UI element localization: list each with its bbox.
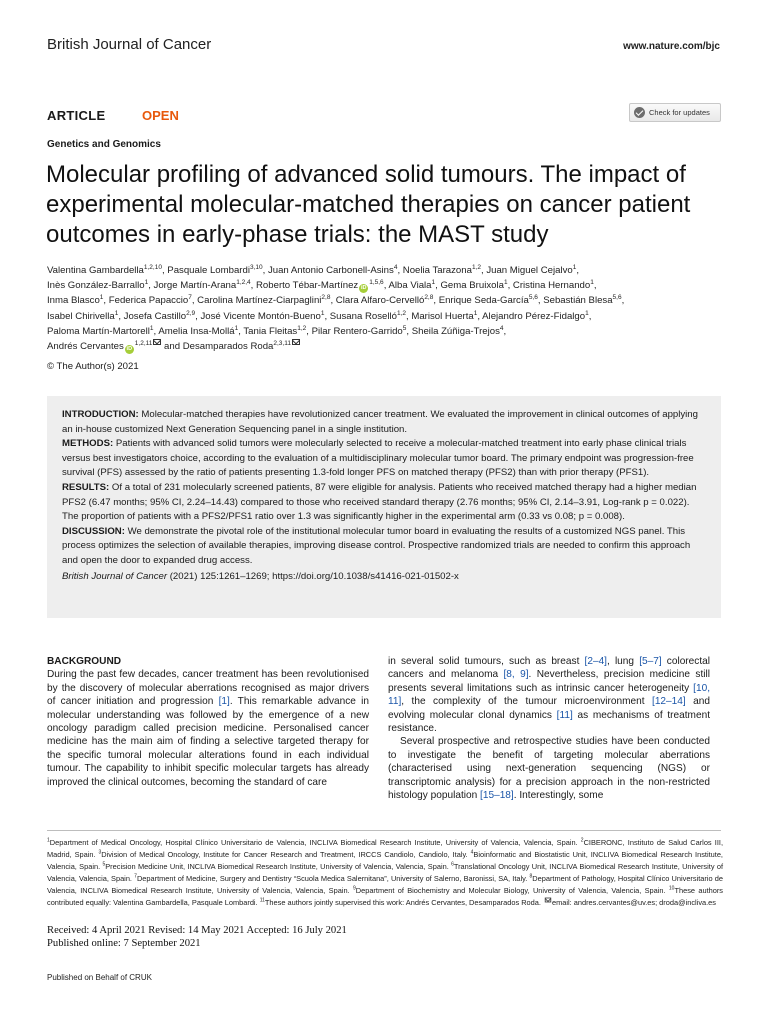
author-line xyxy=(47,324,723,339)
reference-link[interactable]: [1] xyxy=(218,696,230,708)
author-name: , Cristina Hernando xyxy=(507,280,591,292)
author-name: , xyxy=(576,265,580,276)
affiliation-text: Division of Medical Oncology, Institute for Cancer Research and Treatment, IRCCS Candiolo, Candiolo, Italy. xyxy=(101,850,471,859)
reference-link[interactable]: [15–18] xyxy=(480,790,514,802)
author-affiliation-marker: 1 xyxy=(99,294,104,302)
abstract-text: Patients with advanced solid tumors were molecularly selected to receive a molecular-matched treatment into early phase clinical trials versus best investigators choice, according to the evaluation of a multidisciplinary molecular tumor board. The primary endpoint was progression-free survival (PFS) assessed by the ratio of patients presenting 1.3-fold longer PFS on matched therapy (PFS2) than with prior therapy (PFS1). xyxy=(62,438,694,479)
check-for-updates-button[interactable] xyxy=(629,103,721,122)
author-name: , Marisol Huerta xyxy=(406,310,474,322)
affiliation-text: These authors jointly supervised this work: Andrés Cervantes, Desamparados Roda. xyxy=(264,898,543,907)
author-name: , Alejandro Pérez-Fidalgo xyxy=(477,310,586,322)
affiliation-number: 8 xyxy=(529,873,533,880)
author-affiliation-marker: 1 xyxy=(503,279,508,287)
author-affiliation-marker: 1,2,4 xyxy=(236,279,251,287)
email-envelope-icon[interactable] xyxy=(292,339,300,345)
author-name: , Tania Fleitas xyxy=(238,325,298,337)
author-name: , xyxy=(593,280,597,292)
footnote-divider xyxy=(47,830,721,831)
author-affiliation-marker: 2,3,11 xyxy=(273,339,291,347)
affiliation-text: Department of Medical Oncology, Hospital Clínico Universitario de Valencia, INCLIVA Biomedical Research Institute, University of Valencia, Valencia, Spain. xyxy=(49,838,581,847)
article-title: Molecular profiling of advanced solid tumours. The impact of experimental molecular-matched therapies on cancer patient outcomes in early-phase trials: the MAST study xyxy=(46,161,691,248)
author-affiliation-marker: 1 xyxy=(234,324,239,332)
body-paragraph xyxy=(388,735,710,802)
affiliation-number: 7 xyxy=(134,873,137,880)
citation-line xyxy=(62,570,707,585)
body-text: colorectal cancers and melanoma xyxy=(388,656,710,681)
author-line xyxy=(47,293,723,308)
body-paragraph xyxy=(47,668,369,789)
body-text: in several solid tumours, such as breast xyxy=(388,656,585,667)
author-affiliation-marker: 1,2,11 xyxy=(134,339,153,347)
author-name: , Gema Bruixola xyxy=(435,280,504,292)
author-affiliation-marker: 2,8 xyxy=(424,294,434,302)
author-affiliation-marker: 1,2 xyxy=(297,324,307,332)
author-affiliation-marker: 2,8 xyxy=(321,294,331,302)
affiliation-text: Precision Medicine Unit, INCLIVA Biomedical Research Institute, University of Valencia, Valencia, Spain. xyxy=(105,862,452,871)
affiliation-number: 10 xyxy=(668,885,675,892)
author-affiliation-marker: 1 xyxy=(473,309,478,317)
author-affiliation-marker: 1 xyxy=(320,309,325,317)
abstract-heading: METHODS: xyxy=(62,438,114,450)
author-line xyxy=(47,278,723,293)
abstract-paragraph xyxy=(62,437,707,481)
citation-journal: British Journal of Cancer xyxy=(62,570,168,582)
check-icon xyxy=(634,107,645,118)
author-affiliation-marker: 1,2 xyxy=(396,309,407,317)
abstract-heading: DISCUSSION: xyxy=(62,525,125,537)
abstract-text: We demonstrate the pivotal role of the institutional molecular tumor board in evaluating the results of a customized NGS panel. This process optimizes the selection of available therapies, improving disease control. Prospective randomized trials are needed to confirm this approach and open the door to expanded drug access. xyxy=(62,525,691,566)
abstract-text: Molecular-matched therapies have revolutionized cancer treatment. We evaluated the improvement in clinical outcomes of applying an in-house customized Next Generation Sequencing panel in a single institution. xyxy=(62,409,698,435)
author-name: Paloma Martín-Martorell xyxy=(47,325,150,337)
author-name: , Josefa Castillo xyxy=(118,310,187,322)
author-name: Valentina Gambardella xyxy=(47,265,144,276)
author-line xyxy=(47,309,723,324)
body-text: . Nevertheless, precision medicine still presents several limitations such as intrinsic cancer heterogeneity xyxy=(388,669,710,694)
author-name: , Juan Miguel Cejalvo xyxy=(481,265,573,276)
journal-site-link[interactable]: www.nature.com/bjc xyxy=(623,41,720,52)
author-name: , Enrique Seda-García xyxy=(433,295,529,307)
affiliation-text: Department of Medicine, Surgery and Dentistry “Scuola Medica Salernitana”, University of Salerno, Baronissi, SA, Italy. xyxy=(136,874,530,883)
section-label: Genetics and Genomics xyxy=(47,139,161,150)
author-name: , Roberto Tébar-Martínez xyxy=(250,280,359,292)
author-affiliation-marker: 1,2 xyxy=(471,263,481,271)
author-name: , Alba Viala xyxy=(383,280,432,292)
open-access-label: OPEN xyxy=(142,108,179,123)
author-name: Inès González-Barrallo xyxy=(47,280,145,292)
body-text: and evolving molecular clonal dynamics xyxy=(388,696,710,721)
affiliation-text: Department of Biochemistry and Molecular Biology, University of Valencia, Valencia, Spain. xyxy=(355,886,669,895)
author-name: , Juan Antonio Carbonell-Asins xyxy=(262,265,394,276)
abstract-box xyxy=(47,396,721,618)
author-affiliation-marker: 1 xyxy=(572,263,577,271)
body-column-left xyxy=(47,655,369,789)
affiliation-number: 6 xyxy=(451,861,454,868)
author-name: , Carolina Martínez-Ciarpaglini xyxy=(191,295,322,307)
author-name: , Clara Alfaro-Cervelló xyxy=(330,295,425,307)
affiliation-number: 2 xyxy=(580,837,584,844)
author-name: Inma Blasco xyxy=(47,295,100,307)
author-affiliation-marker: 1 xyxy=(149,324,154,332)
abstract-text: Of a total of 231 molecularly screened patients, 87 were eligible for analysis. Patients who received matched therapy had a higher median PFS2 (6.47 months; 95% CI, 2.24–14.43) compared to those who received standard therapy (2.76 months; 95% CI, 2.14–3.91, Log-rank p = 0.022). The proportion of patients with a PFS2/PFS1 ratio over 1.3 was significantly higher in the experimental arm (0.33 vs 0.08; p = 0.008). xyxy=(62,481,697,523)
author-line xyxy=(47,263,723,278)
affiliation-number: 3 xyxy=(98,849,102,856)
author-affiliation-marker: 4 xyxy=(393,263,398,271)
reference-link[interactable]: [12–14] xyxy=(652,696,686,708)
body-text: as mechanisms of treatment resistance. xyxy=(388,709,711,735)
author-name: , Jorge Martín-Arana xyxy=(148,280,237,292)
body-paragraph xyxy=(388,655,710,735)
abstract-paragraph xyxy=(62,408,707,437)
published-online: Published online: 7 September 2021 xyxy=(47,937,201,949)
author-affiliation-marker: 1 xyxy=(590,279,594,287)
affiliation-text: Bioinformatic and Biostatistic Unit, INCLIVA Biomedical Research Institute, Valencia, Spain. xyxy=(47,850,723,871)
abstract-paragraph xyxy=(62,525,707,569)
affiliation-text: These authors contributed equally: Valentina Gambardella, Pasquale Lombardi. xyxy=(47,886,723,907)
author-affiliation-marker: 7 xyxy=(188,294,192,302)
reference-link[interactable]: [5–7] xyxy=(639,656,662,667)
author-name: , xyxy=(621,295,625,307)
body-text: , the complexity of the tumour microenvironment xyxy=(401,696,653,708)
author-affiliation-marker: 4 xyxy=(499,324,504,332)
author-name: , Amelia Insa-Mollá xyxy=(153,325,235,337)
author-name: , José Vicente Montón-Bueno xyxy=(195,310,321,322)
reference-link[interactable]: [10, 11] xyxy=(388,682,710,708)
reference-link[interactable]: [8, 9] xyxy=(503,669,529,681)
author-name: , Sebastián Blesa xyxy=(537,295,613,307)
author-affiliation-marker: 1,2,10 xyxy=(143,263,162,271)
author-name: Isabel Chirivella xyxy=(47,310,115,322)
affiliation-number: 1 xyxy=(47,837,50,844)
author-affiliation-marker: 1 xyxy=(585,309,589,317)
author-affiliation-marker: 5,6 xyxy=(612,294,622,302)
affiliation-text: Translational Oncology Unit, INCLIVA Biomedical Research Institute, University of Valencia, Valencia, Spain. xyxy=(47,862,724,883)
article-meta-row xyxy=(47,108,721,128)
abstract-heading: INTRODUCTION: xyxy=(62,409,139,420)
author-affiliation-marker: 1,5,6 xyxy=(369,279,384,287)
author-name: and Desamparados Roda xyxy=(161,341,274,353)
affiliation-text: CIBERONC, Instituto de Salud Carlos III, Madrid, Spain. xyxy=(47,838,723,859)
correspondence-email[interactable]: email: andres.cervantes@uv.es; droda@incliva.es xyxy=(552,898,716,907)
check-for-updates-label: Check for updates xyxy=(649,108,710,117)
author-name: , xyxy=(503,325,507,337)
abstract-paragraph xyxy=(62,481,707,525)
reference-link[interactable]: [2–4] xyxy=(584,656,607,667)
copyright: © The Author(s) 2021 xyxy=(47,361,139,372)
author-affiliation-marker: 1 xyxy=(144,279,149,287)
author-name: , Federica Papaccio xyxy=(103,295,189,307)
body-column-right xyxy=(388,655,710,802)
orcid-icon[interactable]: iD xyxy=(360,285,367,292)
affiliation-number: 5 xyxy=(102,861,106,868)
body-text: , lung xyxy=(606,656,640,667)
affiliations xyxy=(47,837,723,909)
body-text: During the past few decades, cancer treatment has been revolutionised by the discovery of molecular aberrations recognised as major drivers of cancer initiation and progression xyxy=(47,669,369,708)
author-name: , Susana Roselló xyxy=(324,310,397,322)
orcid-icon[interactable]: iD xyxy=(126,346,133,353)
publisher-note: Published on Behalf of CRUK xyxy=(47,973,152,982)
author-name: , Pasquale Lombardi xyxy=(161,265,250,276)
author-name: , xyxy=(588,310,592,322)
body-text: . This remarkable advance in molecular understanding was followed by the emergence of a new oncology paradigm called precision medicine. Personalised cancer medicine has the main aim of finding a selective targeted therapy for the specific tumoral molecular alterations found in each individual tumour. The capability to inhibit specific molecular targets has already improved the clinical outcomes, becoming the standard of care xyxy=(47,696,369,788)
journal-name: British Journal of Cancer xyxy=(47,36,212,53)
author-affiliation-marker: 1 xyxy=(114,309,119,317)
body-text: Several prospective and retrospective studies have been conducted to investigate the benefit of targeting molecular aberrations (characterised using next-generation sequencing (NGS) or transcriptomic analysis) for a precision approach in the non-restricted histology population xyxy=(388,736,710,802)
author-line xyxy=(47,339,723,354)
affiliation-number: 11 xyxy=(259,897,265,904)
citation-details[interactable]: (2021) 125:1261–1269; https://doi.org/10.1038/s41416-021-01502-x xyxy=(167,570,459,582)
article-type: ARTICLE xyxy=(47,108,106,123)
author-affiliation-marker: 5 xyxy=(402,324,407,332)
affiliation-number: 9 xyxy=(352,885,356,892)
author-name: , Sheila Zúñiga-Trejos xyxy=(406,325,500,337)
affiliation-text: Department of Pathology, Hospital Clínico Universitario de Valencia, INCLIVA Biomedical Research Institute, University of Valencia, Valencia, Spain. xyxy=(47,874,723,895)
received-revised-accepted: Received: 4 April 2021 Revised: 14 May 2021 Accepted: 16 July 2021 xyxy=(47,925,347,936)
email-envelope-icon[interactable] xyxy=(153,339,161,345)
author-list xyxy=(47,263,723,354)
author-name: , Noelia Tarazona xyxy=(397,265,472,276)
abstract-heading: RESULTS: xyxy=(62,481,110,493)
author-affiliation-marker: 1 xyxy=(431,279,436,287)
affiliation-number: 4 xyxy=(470,849,474,856)
author-affiliation-marker: 2,9 xyxy=(186,309,196,317)
author-affiliation-marker: 5,6 xyxy=(528,294,538,302)
author-name: Andrés Cervantes xyxy=(47,341,124,353)
section-heading-background: BACKGROUND xyxy=(47,656,122,667)
email-envelope-icon xyxy=(545,898,551,903)
reference-link[interactable]: [11] xyxy=(556,709,573,721)
article-dates xyxy=(47,925,347,950)
author-affiliation-marker: 3,10 xyxy=(249,263,263,271)
body-text: . Interestingly, some xyxy=(513,790,604,802)
author-name: , Pilar Rentero-Garrido xyxy=(306,325,403,337)
